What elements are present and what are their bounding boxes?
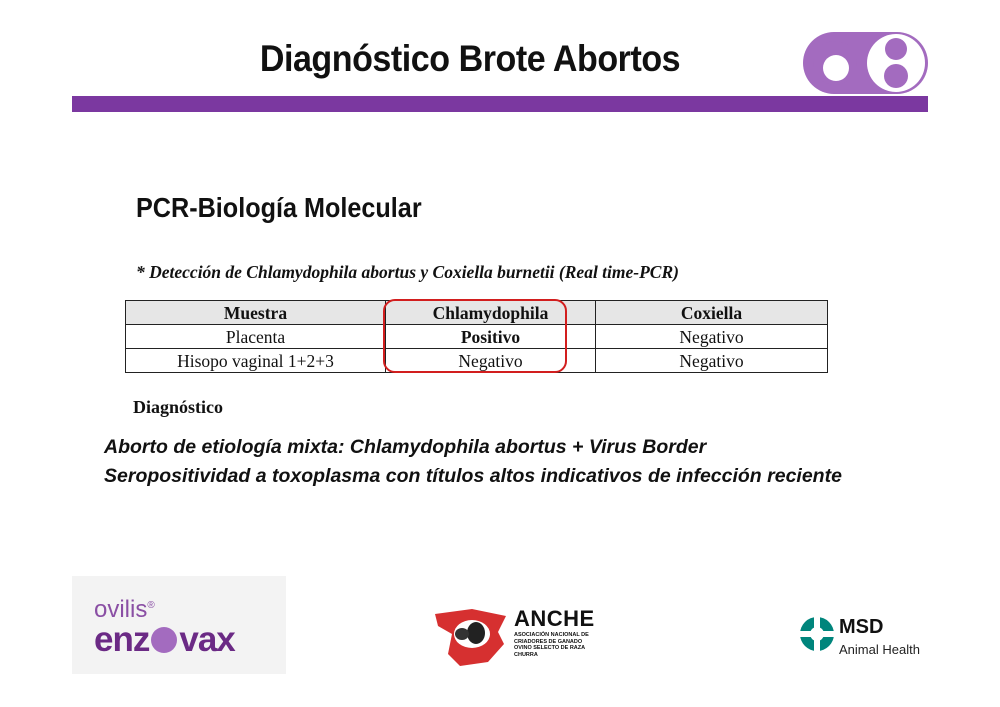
ovilis-enzovax-logo	[72, 576, 286, 674]
enzovax-o-icon	[151, 627, 177, 653]
conclusion-line: Aborto de etiología mixta: Chlamydophila abortus + Virus Border	[104, 436, 707, 458]
cell-chlamydophila-result: Negativo	[386, 349, 596, 373]
enzovax-wordmark: enz vax	[94, 620, 235, 659]
section-title: PCR-Biología Molecular	[136, 192, 422, 223]
header-chlamydophila: Chlamydophila	[386, 301, 596, 325]
cell-chlamydophila-result: Positivo	[386, 325, 596, 349]
msd-subtitle: Animal Health	[839, 642, 920, 657]
method-note: * Detección de Chlamydophila abortus y Coxiella burnetii (Real time-PCR)	[136, 262, 679, 282]
cell-sample: Placenta	[126, 325, 386, 349]
cell-coxiella-result: Negativo	[596, 325, 828, 349]
msd-emblem-icon	[799, 616, 835, 652]
msd-logo	[797, 612, 927, 662]
anche-map-icon	[432, 604, 510, 668]
diagnosis-conclusions	[104, 433, 842, 491]
section-badge-icon	[803, 32, 928, 94]
anche-subtitle: ASOCIACIÓN NACIONAL DE CRIADORES DE GANADO OVINO SELECTO DE RAZA CHURRA	[514, 632, 589, 658]
cell-sample: Hisopo vaginal 1+2+3	[126, 349, 386, 373]
header-coxiella: Coxiella	[596, 301, 828, 325]
cell-coxiella-result: Negativo	[596, 349, 828, 373]
anche-wordmark: ANCHE	[514, 606, 595, 631]
diagnosis-label: Diagnóstico	[133, 397, 223, 417]
ovilis-wordmark: ovilis®	[94, 596, 155, 623]
msd-wordmark: MSD	[839, 616, 884, 638]
positive-highlight-box	[383, 299, 567, 373]
header-muestra: Muestra	[126, 301, 386, 325]
conclusion-line: Seropositividad a toxoplasma con títulos altos indicativos de infección reciente	[104, 465, 842, 487]
header-rule	[72, 96, 928, 112]
slide-title: Diagnóstico Brote Abortos	[259, 38, 681, 79]
anche-logo	[432, 604, 602, 668]
